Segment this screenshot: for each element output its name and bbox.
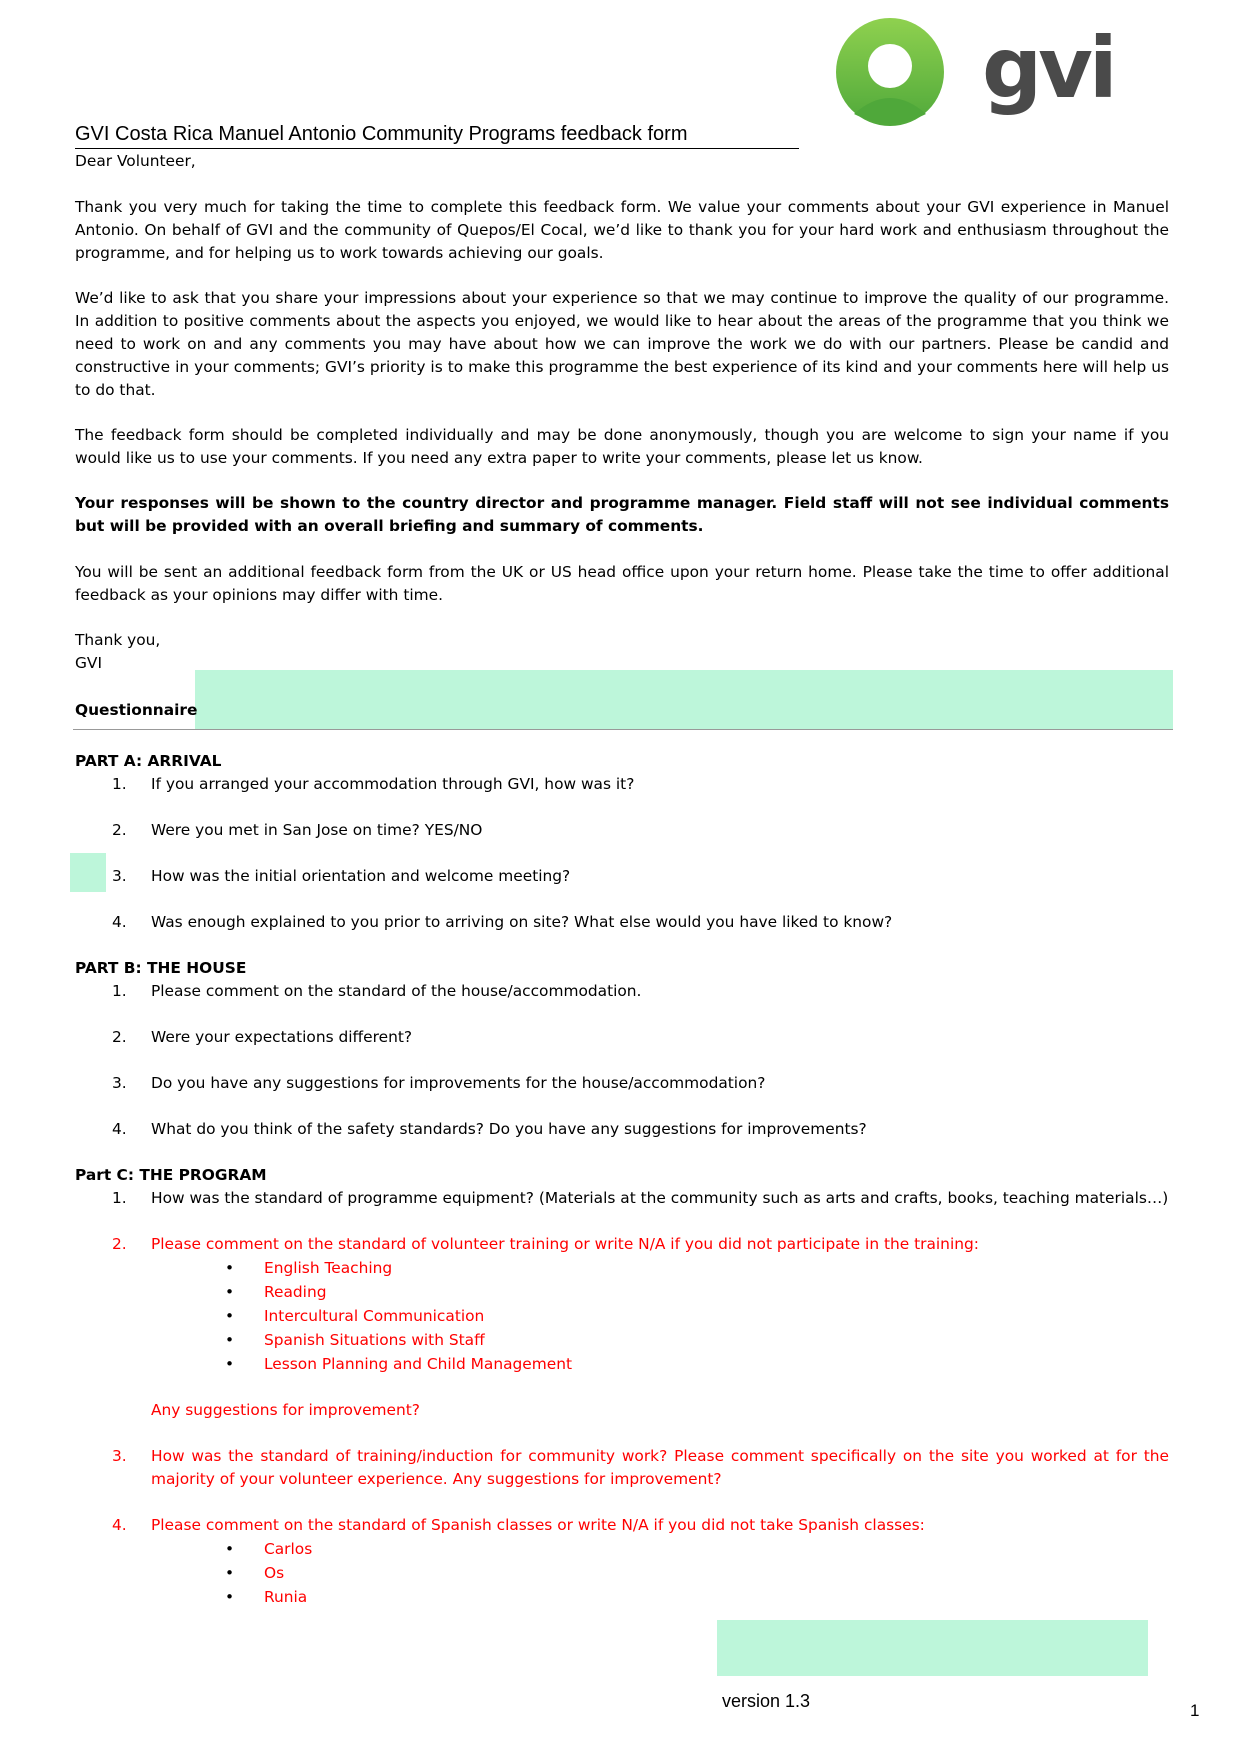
question-text: How was the initial orientation and welcome meeting?: [151, 867, 571, 885]
training-item: Intercultural Communication: [264, 1307, 485, 1325]
part-b-heading: PART B: THE HOUSE: [75, 959, 247, 977]
gvi-logo: [834, 16, 1114, 128]
question-text: Please comment on the standard of volunteer training or write N/A if you did not participate in the training:: [151, 1235, 979, 1253]
question-text: How was the standard of training/induction for community work? Please comment specifically on the site you worked at for the majority of your volunteer experience. Any suggestions for improvement?: [151, 1447, 1169, 1488]
gvi-logo-icon: [834, 16, 946, 128]
bullet-marker: •: [225, 1259, 235, 1277]
bullet-marker: •: [225, 1283, 235, 1301]
question-number: 3.: [112, 1074, 127, 1092]
suggestions-prompt: Any suggestions for improvement?: [151, 1401, 420, 1419]
intro-paragraph-5: You will be sent an additional feedback form from the UK or US head office upon your return home. Please take the time to offer additional feedback as your opinions may differ with time.: [75, 563, 1169, 604]
highlight-box: [717, 1620, 1148, 1676]
bullet-marker: •: [225, 1564, 235, 1582]
question-number: 4.: [112, 913, 127, 931]
question-number: 2.: [112, 1235, 127, 1253]
part-a-heading: PART A: ARRIVAL: [75, 752, 222, 770]
signoff-thanks: Thank you,: [75, 631, 161, 649]
question-number: 2.: [112, 821, 127, 839]
intro-paragraph-1: Thank you very much for taking the time to complete this feedback form. We value your comments about your GVI experience in Manuel Antonio. On behalf of GVI and the community of Quepos/El Cocal, we’d like to thank you for your hard work and enthusiasm throughout the programme, and for helping us to work towards achieving our goals.: [75, 198, 1169, 262]
question-number: 1.: [112, 775, 127, 793]
training-item: Reading: [264, 1283, 327, 1301]
question-number: 2.: [112, 1028, 127, 1046]
question-text: Was enough explained to you prior to arriving on site? What else would you have liked to know?: [151, 913, 893, 931]
question-text: How was the standard of programme equipment? (Materials at the community such as arts and crafts, books, teaching materials…): [151, 1189, 1169, 1207]
question-text: Were your expectations different?: [151, 1028, 413, 1046]
teacher-item: Runia: [264, 1588, 308, 1606]
question-number: 1.: [112, 1189, 127, 1207]
section-divider: [73, 729, 1173, 730]
form-title: GVI Costa Rica Manuel Antonio Community Programs feedback form: [75, 121, 799, 149]
intro-paragraph-2: We’d like to ask that you share your impressions about your experience so that we may continue to improve the quality of our programme. In addition to positive comments about the aspects you enjoyed, we would like to hear about the areas of the programme that you think we need to work on and any comments you may have about how we can improve the work we do with our partners. Please be candid and constructive in your comments; GVI’s priority is to make this programme the best experience of its kind and your comments here will help us to do that.: [75, 289, 1169, 399]
bullet-marker: •: [225, 1540, 235, 1558]
question-number: 3.: [112, 1447, 127, 1465]
gvi-logo-text: gvi: [982, 19, 1114, 117]
bullet-marker: •: [225, 1331, 235, 1349]
question-text: If you arranged your accommodation through GVI, how was it?: [151, 775, 635, 793]
training-item: Lesson Planning and Child Management: [264, 1355, 573, 1373]
greeting: Dear Volunteer,: [75, 152, 196, 170]
question-text: Do you have any suggestions for improvements for the house/accommodation?: [151, 1074, 766, 1092]
questionnaire-heading: Questionnaire: [75, 701, 198, 719]
question-number: 4.: [112, 1120, 127, 1138]
question-number: 4.: [112, 1516, 127, 1534]
question-text: Were you met in San Jose on time? YES/NO: [151, 821, 483, 839]
question-text: Please comment on the standard of the house/accommodation.: [151, 982, 642, 1000]
part-c-heading: Part C: THE PROGRAM: [75, 1166, 267, 1184]
page-number: 1: [1190, 1701, 1200, 1720]
bullet-marker: •: [225, 1588, 235, 1606]
question-number: 3.: [112, 867, 127, 885]
question-number: 1.: [112, 982, 127, 1000]
highlight-box: [70, 853, 106, 892]
bullet-marker: •: [225, 1355, 235, 1373]
intro-paragraph-3: The feedback form should be completed individually and may be done anonymously, though you are welcome to sign your name if you would like us to use your comments. If you need any extra paper to write your comments, please let us know.: [75, 426, 1169, 467]
teacher-item: Carlos: [264, 1540, 313, 1558]
question-text: What do you think of the safety standards? Do you have any suggestions for improvements?: [151, 1120, 867, 1138]
bullet-marker: •: [225, 1307, 235, 1325]
version-label: version 1.3: [722, 1691, 811, 1711]
signoff-gvi: GVI: [75, 654, 102, 672]
training-item: English Teaching: [264, 1259, 393, 1277]
question-text: Please comment on the standard of Spanish classes or write N/A if you did not take Spanish classes:: [151, 1516, 925, 1534]
confidentiality-notice: Your responses will be shown to the country director and programme manager. Field staff will not see individual comments but will be provided with an overall briefing and summary of comments.: [75, 494, 1169, 535]
training-item: Spanish Situations with Staff: [264, 1331, 485, 1349]
teacher-item: Os: [264, 1564, 285, 1582]
